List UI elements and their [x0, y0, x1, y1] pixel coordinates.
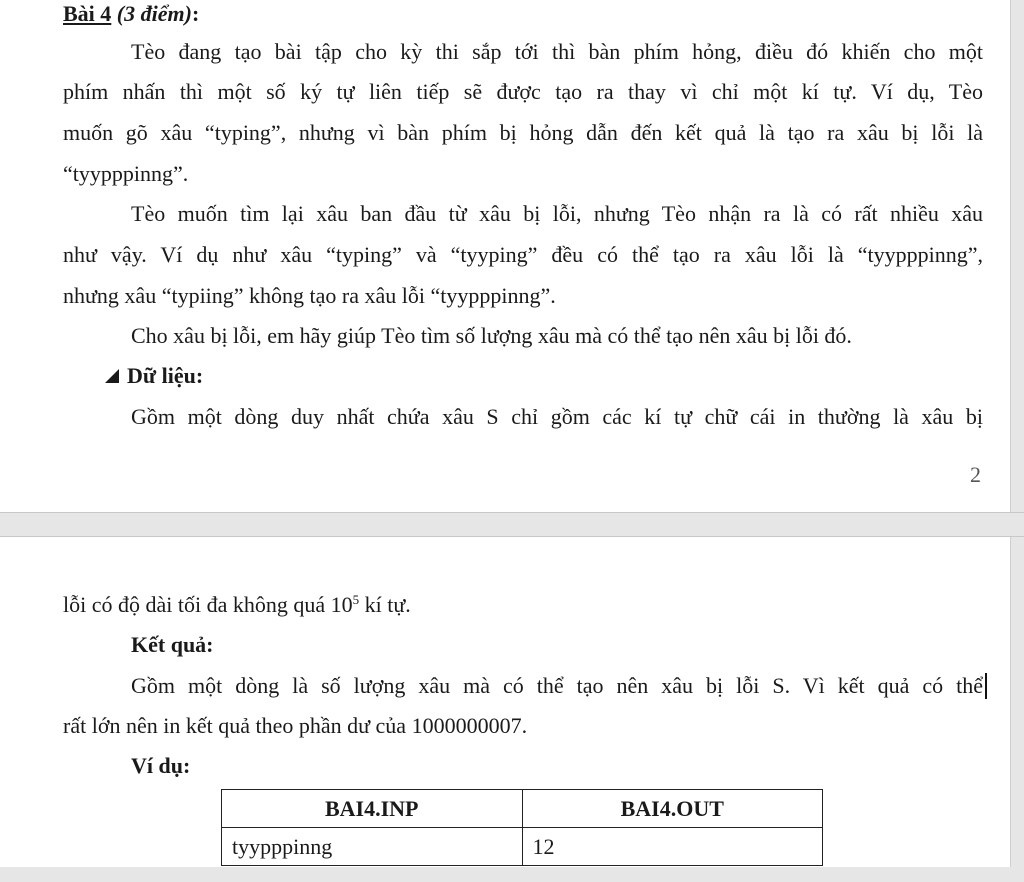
table-cell: tyypppinng	[222, 828, 523, 866]
table-header-cell: BAI4.OUT	[522, 790, 823, 828]
problem-title-label: Bài 4	[63, 1, 112, 26]
paragraph-line: rất lớn nên in kết quả theo phần dư của 1000000007.	[63, 713, 528, 738]
paragraph-line: Gồm một dòng là số lượng xâu mà có thể tạo nên xâu bị lỗi S. Vì kết quả có thể	[131, 673, 983, 698]
paragraph-line	[63, 591, 411, 619]
table-header-row	[222, 790, 823, 828]
paragraph-line: muốn gõ xâu “typing”, nhưng vì bàn phím bị hỏng dẫn đến kết quả là tạo ra xâu bị lỗi là	[63, 120, 983, 145]
paragraph-line: Cho xâu bị lỗi, em hãy giúp Tèo tìm số lượng xâu mà có thể tạo nên xâu bị lỗi đó.	[131, 323, 852, 348]
output-section-heading: Kết quả:	[131, 632, 214, 657]
document-page-1	[8, 0, 1011, 512]
exponent: 5	[352, 592, 360, 607]
page-number: 2	[970, 462, 981, 487]
page-side-margin	[1011, 0, 1024, 882]
input-section-heading	[105, 362, 203, 390]
table-row	[222, 828, 823, 866]
table-cell: 12	[522, 828, 823, 866]
paragraph-line: Gồm một dòng duy nhất chứa xâu S chỉ gồm các kí tự chữ cái in thường là xâu bị	[131, 404, 983, 429]
paragraph-line: nhưng xâu “typiing” không tạo ra xâu lỗi “tyypppinng”.	[63, 283, 556, 308]
example-section-heading: Ví dụ:	[131, 753, 191, 778]
collapse-triangle-icon[interactable]	[105, 369, 119, 383]
page-bottom-gap	[0, 867, 1024, 882]
input-heading-text: Dữ liệu:	[127, 363, 204, 388]
table-header-cell: BAI4.INP	[222, 790, 523, 828]
problem-title-colon: :	[191, 1, 200, 26]
page-break-gap	[0, 512, 1024, 537]
input-constraint-text: lỗi có độ dài tối đa không quá 10	[63, 592, 353, 617]
text-cursor	[985, 673, 987, 699]
paragraph-line: phím nhấn thì một số ký tự liên tiếp sẽ được tạo ra thay vì chỉ một kí tự. Ví dụ, Tèo	[63, 79, 983, 104]
paragraph-line: Tèo đang tạo bài tập cho kỳ thi sắp tới thì bàn phím hỏng, điều đó khiến cho một	[131, 39, 983, 64]
example-table	[221, 789, 823, 866]
input-constraint-unit: kí tự.	[359, 592, 411, 617]
problem-title-points: (3 điểm)	[116, 1, 192, 26]
paragraph-line: như vậy. Ví dụ như xâu “typing” và “tyyping” đều có thể tạo ra xâu lỗi là “tyypppinng”,	[63, 242, 983, 267]
problem-title	[63, 0, 199, 28]
paragraph-line: “tyypppinng”.	[63, 161, 189, 186]
paragraph-line: Tèo muốn tìm lại xâu ban đầu từ xâu bị lỗi, nhưng Tèo nhận ra là có rất nhiều xâu	[131, 201, 983, 226]
